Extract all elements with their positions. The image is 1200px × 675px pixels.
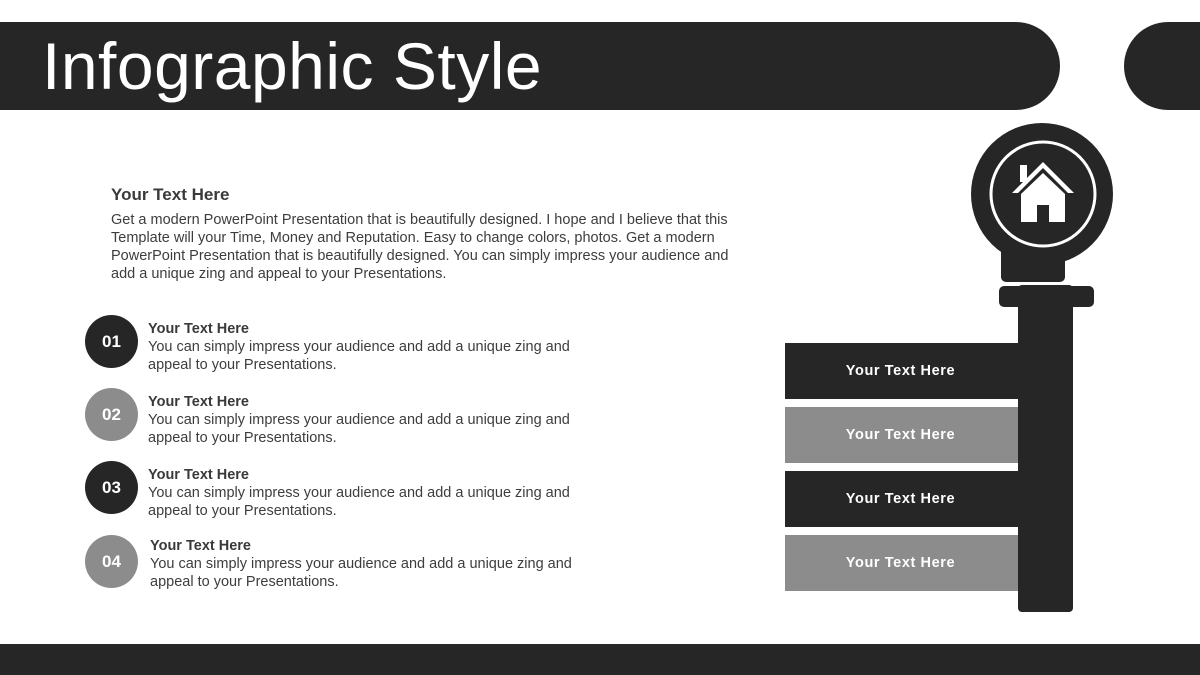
- intro-block: [111, 184, 741, 283]
- key-tag-1: [785, 343, 1018, 399]
- key-head-ring: [991, 142, 1095, 246]
- intro-body: Get a modern PowerPoint Presentation that is beautifully designed. I hope and I believe that this Template will your Time, Money and Reputation. Easy to change colors, photos. Get a modern PowerPoint Presentation that is beautifully designed. You can simply impress your audience and add a unique zing and appeal to your Presentations.: [111, 212, 729, 282]
- step-number-badge: 01: [85, 315, 138, 368]
- key-tag-label: Your Text Here: [845, 555, 956, 571]
- step-text: [148, 466, 608, 520]
- key-tag-3: [785, 471, 1018, 527]
- step-text: [148, 320, 608, 374]
- step-body: You can simply impress your audience and add a unique zing and appeal to your Presentations.: [148, 485, 570, 519]
- step-body: You can simply impress your audience and add a unique zing and appeal to your Presentations.: [150, 556, 572, 590]
- step-body: You can simply impress your audience and add a unique zing and appeal to your Presentations.: [148, 412, 570, 446]
- step-title: Your Text Here: [150, 538, 251, 554]
- step-item-02: [85, 388, 605, 444]
- step-item-01: [85, 315, 605, 371]
- key-neck: [1001, 238, 1065, 282]
- step-title: Your Text Here: [148, 394, 249, 410]
- key-collar: [999, 286, 1094, 307]
- step-body: You can simply impress your audience and add a unique zing and appeal to your Presentations.: [148, 339, 570, 373]
- key-shaft: [1018, 285, 1073, 612]
- step-number-badge: 02: [85, 388, 138, 441]
- key-tag-label: Your Text Here: [845, 427, 956, 443]
- footer-bar: [0, 644, 1200, 675]
- step-title: Your Text Here: [148, 321, 249, 337]
- house-icon: [1012, 162, 1074, 222]
- key-tag-label: Your Text Here: [845, 363, 956, 379]
- step-title: Your Text Here: [148, 467, 249, 483]
- step-number-badge: 04: [85, 535, 138, 588]
- intro-heading: Your Text Here: [111, 185, 230, 204]
- key-tag-label: Your Text Here: [845, 491, 956, 507]
- key-tag-4: [785, 535, 1018, 591]
- page-title: Infographic Style: [42, 29, 543, 103]
- key-head: [971, 123, 1113, 265]
- title-accent-pill: [1124, 22, 1200, 110]
- step-number-badge: 03: [85, 461, 138, 514]
- step-text: [150, 537, 610, 591]
- key-tag-2: [785, 407, 1018, 463]
- step-item-04: [85, 535, 605, 591]
- step-text: [148, 393, 608, 447]
- step-item-03: [85, 461, 605, 517]
